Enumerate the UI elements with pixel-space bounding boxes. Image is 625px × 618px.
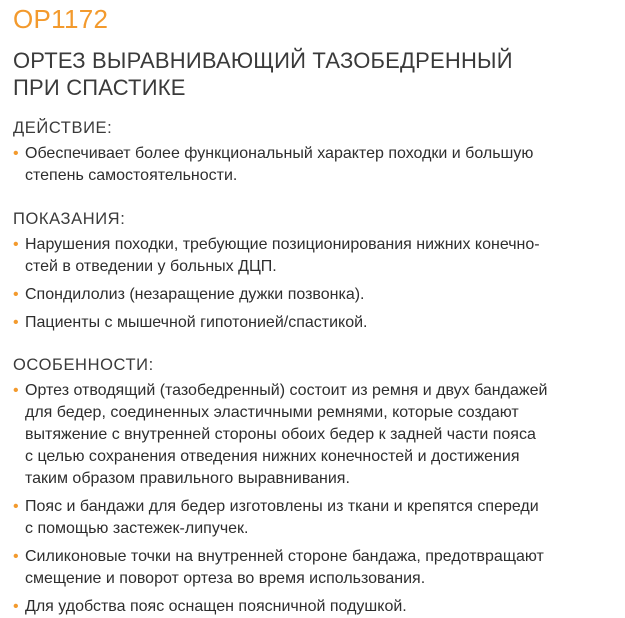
list-item [13,496,617,540]
bullet-list [13,380,617,618]
bullet-icon: • [13,145,19,162]
section-heading: ПОКАЗАНИЯ: [13,210,126,228]
bullet-icon: • [13,548,19,565]
product-code: OP1172 [13,4,109,34]
bullet-icon: • [13,382,19,399]
bullet-list [13,234,617,334]
bullet-list [13,143,617,187]
product-title-line: ПРИ СПАСТИКЕ [13,75,186,100]
item-line: вытяжение с внутренней стороны обоих бедер к задней части пояса [25,426,536,443]
bullet-icon: • [13,598,19,615]
bullet-icon: • [13,286,19,303]
item-line: Для удобства пояс оснащен поясничной подушкой. [25,598,407,615]
item-line: для бедер, соединенных эластичными ремнями, которые создают [25,404,519,421]
section-indications [13,208,617,334]
item-line: Нарушения походки, требующие позиционирования нижних конечно- [25,236,540,253]
section-action [13,117,617,187]
item-line: таким образом правильного выравнивания. [25,470,350,487]
bullet-icon: • [13,314,19,331]
item-line: степень самостоятельности. [25,167,238,184]
item-line: смещение и поворот ортеза во время использования. [25,570,426,587]
item-line: с целью сохранения отведения нижних конечностей и достижения [25,448,520,465]
item-line: с помощью застежек-липучек. [25,520,249,537]
item-line: Пояс и бандажи для бедер изготовлены из ткани и крепятся спереди [25,498,539,515]
bullet-icon: • [13,498,19,515]
section-heading: ОСОБЕННОСТИ: [13,356,154,374]
list-item [13,596,617,618]
product-title [13,47,573,101]
section-features [13,354,617,618]
product-title-line: ОРТЕЗ ВЫРАВНИВАЮЩИЙ ТАЗОБЕДРЕННЫЙ [13,48,513,73]
list-item [13,234,617,278]
list-item [13,312,617,334]
item-line: стей в отведении у больных ДЦП. [25,258,277,275]
item-line: Спондилолиз (незаращение дужки позвонка). [25,286,365,303]
item-line: Ортез отводящий (тазобедренный) состоит из ремня и двух бандажей [25,382,548,399]
list-item [13,380,617,490]
item-line: Пациенты с мышечной гипотонией/спастикой. [25,314,368,331]
item-line: Обеспечивает более функциональный характер походки и большую [25,145,534,162]
section-heading: ДЕЙСТВИЕ: [13,119,113,137]
bullet-icon: • [13,236,19,253]
list-item [13,143,617,187]
list-item [13,284,617,306]
list-item [13,546,617,590]
item-line: Силиконовые точки на внутренней стороне бандажа, предотвращают [25,548,544,565]
